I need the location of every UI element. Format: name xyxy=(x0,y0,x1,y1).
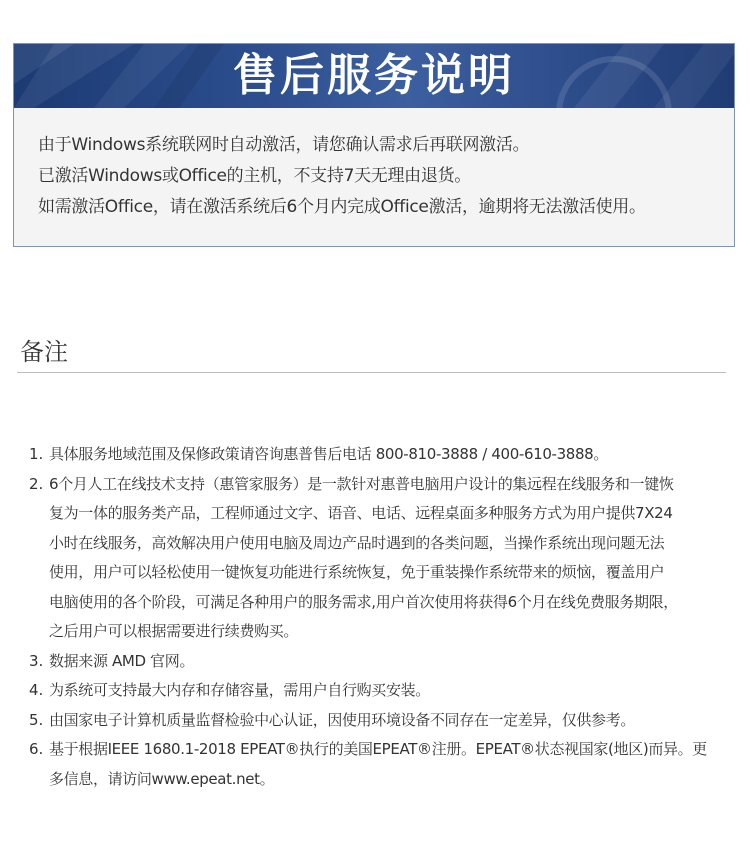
activation-notice xyxy=(14,108,734,223)
list-item-number: 3. xyxy=(29,651,44,670)
list-item xyxy=(29,470,729,647)
list-item xyxy=(29,676,729,706)
banner-title: 售后服务说明 xyxy=(233,50,515,101)
list-item-number: 5. xyxy=(29,710,44,729)
list-item xyxy=(29,440,729,470)
notes-list xyxy=(29,440,729,794)
notes-heading: 备注 xyxy=(20,338,68,366)
list-item-text: 基于根据IEEE 1680.1-2018 EPEAT®执行的美国EPEAT®注册。EPEAT®状态视国家(地区)而异。更 多信息，请访问www.epeat.net。 xyxy=(49,740,707,788)
list-item xyxy=(29,647,729,677)
list-item-text: 由国家电子计算机质量监督检验中心认证，因使用环境设备不同存在一定差异，仅供参考。 xyxy=(49,710,636,729)
list-item-text: 6个月人工在线技术支持（惠管家服务）是一款针对惠普电脑用户设计的集远程在线服务和一键恢 复为一体的服务类产品，工程师通过文字、语音、电话、远程桌面多种服务方式为用户提供7X24 小时在线服务，高效解决用户使用电脑及周边产品时遇到的各类问题，当操作系统出现问题无法 使用，用户可以轻松使用一键恢复功能进行系统恢复，免于重装操作系统带来的烦恼，覆盖用户 电脑使用的各个阶段，可满足各种用户的服务需求,用户首次使用将获得6个月在线免费服务期限， 之后用户可以根据需要进行续费购买。 xyxy=(49,474,678,640)
banner xyxy=(14,44,734,108)
notice-line: 由于Windows系统联网时自动激活，请您确认需求后再联网激活。 xyxy=(38,135,530,155)
notice-line: 已激活Windows或Office的主机，不支持7天无理由退货。 xyxy=(38,166,471,186)
divider xyxy=(17,372,726,373)
list-item-text: 具体服务地域范围及保修政策请咨询惠普售后电话 800-810-3888 / 400-610-3888。 xyxy=(49,445,609,463)
list-item-number: 6. xyxy=(29,740,44,758)
list-item xyxy=(29,706,729,736)
list-item xyxy=(29,735,729,794)
list-item-number: 1. xyxy=(29,445,44,463)
after-sales-service-box xyxy=(13,43,735,247)
list-item-text: 数据来源 AMD 官网。 xyxy=(49,651,195,670)
list-item-number: 2. xyxy=(29,474,44,493)
list-item-text: 为系统可支持最大内存和存储容量，需用户自行购买安装。 xyxy=(49,681,430,699)
list-item-number: 4. xyxy=(29,681,44,699)
notice-line: 如需激活Office，请在激活系统后6个月内完成Office激活，逾期将无法激活使用。 xyxy=(38,197,646,217)
